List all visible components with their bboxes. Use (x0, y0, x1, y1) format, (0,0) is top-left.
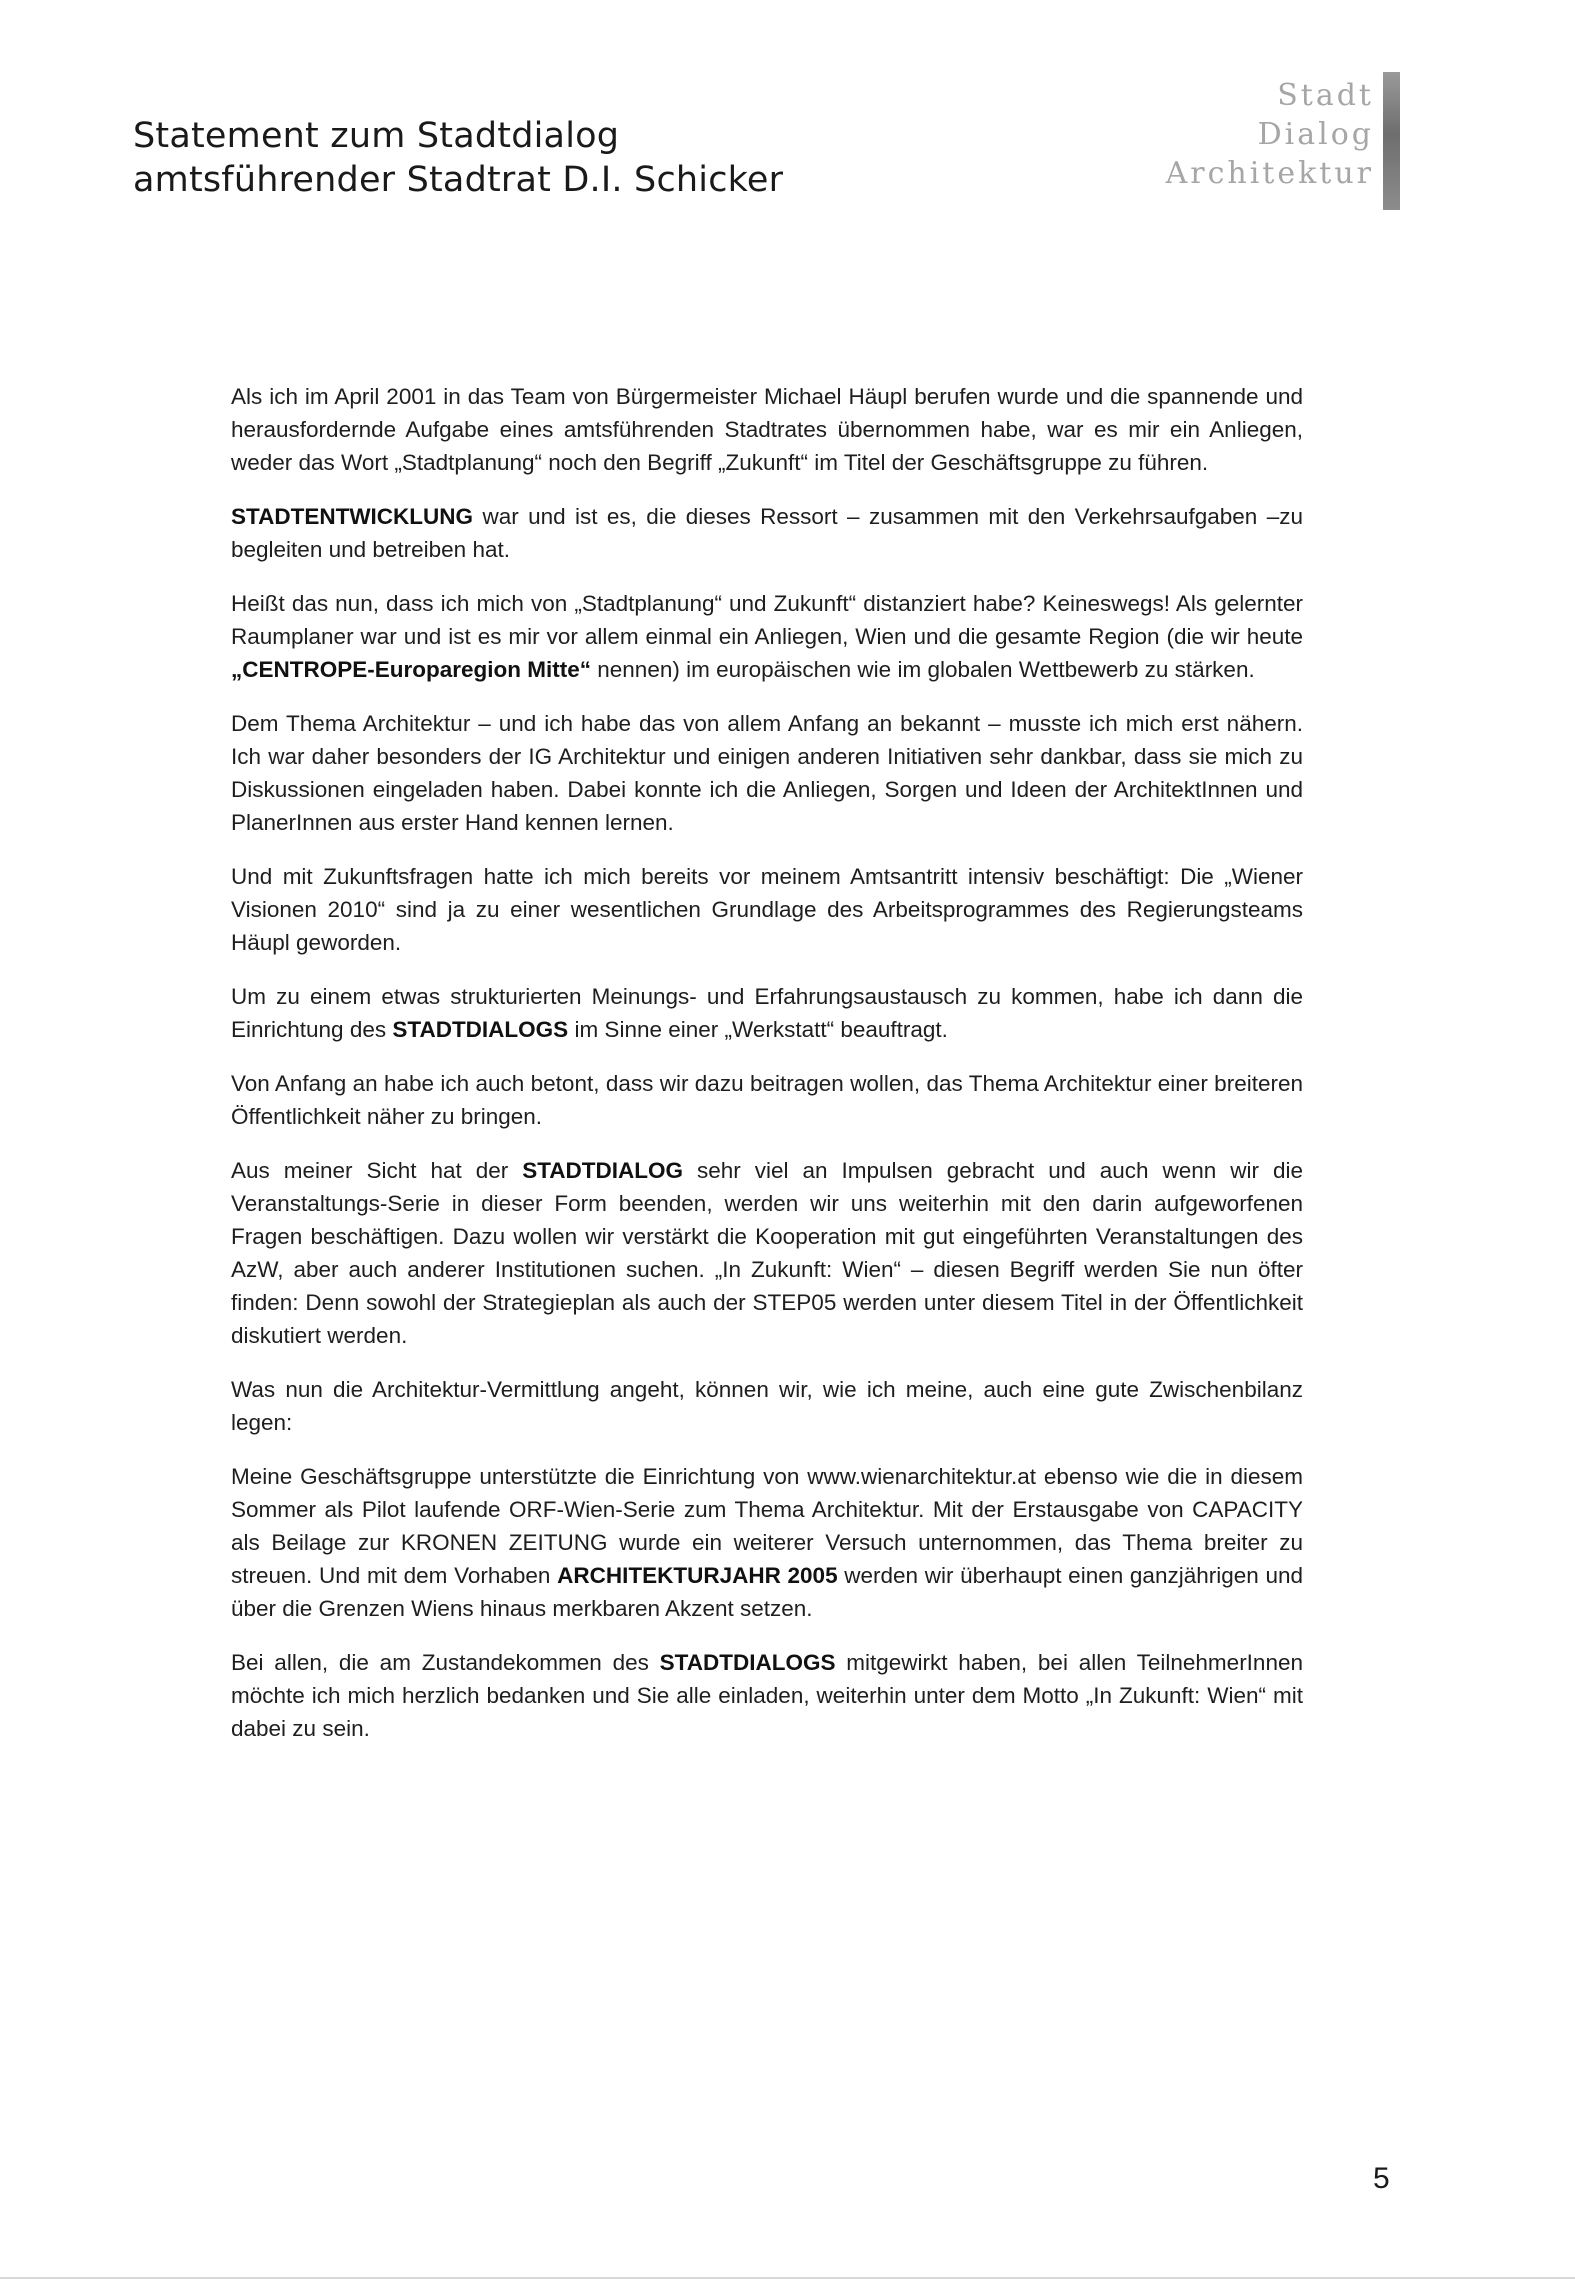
paragraph-text: im Sinne einer „Werkstatt“ beauftragt. (568, 1017, 948, 1042)
paragraph (231, 1154, 1303, 1352)
paragraph (231, 587, 1303, 686)
bold-term: STADTDIALOGS (659, 1650, 836, 1675)
paragraph-text: nennen) im europäischen wie im globalen Wettbewerb zu stärken. (591, 657, 1255, 682)
document-title (133, 114, 783, 202)
statement-body (231, 380, 1303, 1766)
title-line-1: Statement zum Stadtdialog (133, 116, 620, 156)
paragraph-text: Dem Thema Architektur – und ich habe das von allem Anfang an bekannt – musste ich mich erst nähern. Ich war daher besonders der IG Architektur und einigen anderen Initiativen sehr dankbar, dass sie mich zu Diskussionen eingeladen haben. Dabei konnte ich die Anliegen, Sorgen und Ideen der ArchitektInnen und PlanerInnen aus erster Hand kennen lernen. (231, 711, 1303, 835)
paragraph-text: war und ist es, die dieses Ressort – zusammen mit den Verkehrsaufgaben –zu begleiten und betreiben hat. (231, 504, 1303, 562)
bold-term: ARCHITEKTURJAHR 2005 (557, 1563, 838, 1588)
paragraph-text: werden wir überhaupt einen ganzjährigen und über die Grenzen Wiens hinaus merkbaren Akzent setzen. (231, 1563, 1303, 1621)
paragraph (231, 860, 1303, 959)
title-line-2: amtsführender Stadtrat D.I. Schicker (133, 160, 784, 200)
paragraph-text: Was nun die Architektur-Vermittlung angeht, können wir, wie ich meine, auch eine gute Zwischenbilanz legen: (231, 1377, 1303, 1435)
bold-term: „CENTROPE-Europaregion Mitte“ (231, 657, 592, 682)
paragraph-text: Um zu einem etwas strukturierten Meinungs- und Erfahrungsaustausch zu kommen, habe ich dann die Einrichtung des (231, 984, 1303, 1042)
logo-wordmark (1166, 76, 1374, 193)
logo-line-1: Stadt (1277, 78, 1374, 113)
paragraph (231, 1646, 1303, 1745)
bold-term: STADTENTWICKLUNG (231, 504, 474, 529)
paragraph-text: Und mit Zukunftsfragen hatte ich mich bereits vor meinem Amtsantritt intensiv beschäftigt: Die „Wiener Visionen 2010“ sind ja zu einer wesentlichen Grundlage des Arbeitsprogrammes des Regierungsteams Häupl geworden. (231, 864, 1303, 955)
paragraph (231, 1373, 1303, 1439)
logo-line-3: Architektur (1165, 156, 1374, 191)
logo-bar (1383, 72, 1400, 210)
bold-term: STADTDIALOG (522, 1158, 684, 1183)
paragraph-text: Bei allen, die am Zustandekommen des (231, 1650, 660, 1675)
bottom-rule (0, 2277, 1575, 2279)
paragraph-text: Als ich im April 2001 in das Team von Bürgermeister Michael Häupl berufen wurde und die spannende und herausfordernde Aufgabe eines amtsführenden Stadtrates übernommen habe, war es mir ein Anliegen, weder das Wort „Stadtplanung“ noch den Begriff „Zukunft“ im Titel der Geschäftsgruppe zu führen. (231, 384, 1303, 475)
paragraph (231, 1460, 1303, 1625)
stadtdialog-logo (1030, 70, 1400, 216)
paragraph-text: mitgewirkt haben, bei allen TeilnehmerInnen möchte ich mich herzlich bedanken und Sie alle einladen, weiterhin unter dem Motto „In Zukunft: Wien“ mit dabei zu sein. (231, 1650, 1303, 1741)
paragraph-text: sehr viel an Impulsen gebracht und auch wenn wir die Veranstaltungs-Serie in dieser Form beenden, werden wir uns weiterhin mit den darin aufgeworfenen Fragen beschäftigen. Dazu wollen wir verstärkt die Kooperation mit gut eingeführten Veranstaltungen des AzW, aber auch anderer Institutionen suchen. „In Zukunft: Wien“ – diesen Begriff werden Sie nun öfter finden: Denn sowohl der Strategieplan als auch der STEP05 werden unter diesem Titel in der Öffentlichkeit diskutiert werden. (231, 1158, 1303, 1348)
paragraph-text: Aus meiner Sicht hat der (231, 1158, 523, 1183)
paragraph (231, 1067, 1303, 1133)
bold-term: STADTDIALOGS (392, 1017, 569, 1042)
paragraph-text: Von Anfang an habe ich auch betont, dass wir dazu beitragen wollen, das Thema Architektur einer breiteren Öffentlichkeit näher zu bringen. (231, 1071, 1303, 1129)
paragraph (231, 500, 1303, 566)
paragraph (231, 707, 1303, 839)
paragraph-text: Heißt das nun, dass ich mich von „Stadtplanung“ und Zukunft“ distanziert habe? Keineswegs! Als gelernter Raumplaner war und ist es mir vor allem einmal ein Anliegen, Wien und die gesamte Region (die wir heute (231, 591, 1303, 649)
page-number: 5 (1373, 2162, 1390, 2195)
logo-line-2: Dialog (1257, 117, 1374, 152)
paragraph (231, 380, 1303, 479)
paragraph-text: Meine Geschäftsgruppe unterstützte die Einrichtung von www.wienarchitektur.at ebenso wie die in diesem Sommer als Pilot laufende ORF-Wien-Serie zum Thema Architektur. Mit der Erstausgabe von CAPACITY als Beilage zur KRONEN ZEITUNG wurde ein weiterer Versuch unternommen, das Thema breiter zu streuen. Und mit dem Vorhaben (231, 1464, 1303, 1588)
paragraph (231, 980, 1303, 1046)
